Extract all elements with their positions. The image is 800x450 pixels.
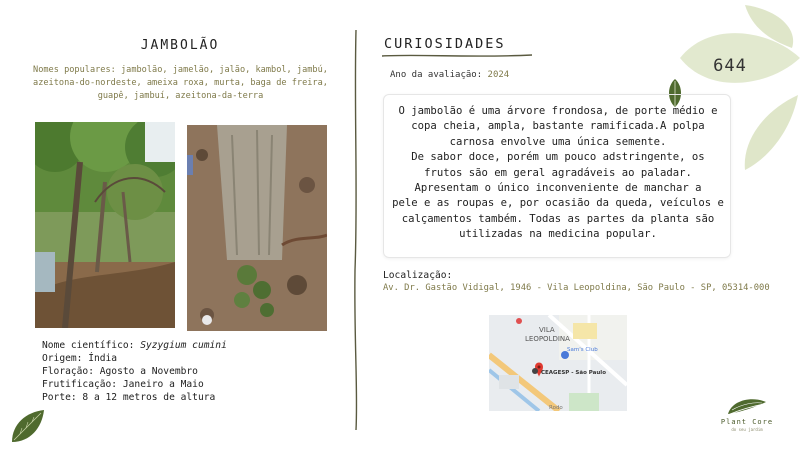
flowering: Floração: Agosto a Novembro bbox=[42, 366, 198, 377]
curiosity-line: frutos são em geral agradáveis ao paladar. bbox=[424, 166, 692, 179]
origin: Origem: Índia bbox=[42, 353, 118, 364]
evaluation-year bbox=[390, 70, 509, 80]
title-underline bbox=[382, 52, 532, 60]
vertical-divider bbox=[350, 30, 362, 430]
plant-core-logo bbox=[718, 392, 776, 442]
curiosity-line: pele e as roupas e, por ocasião da queda, veículos e bbox=[392, 197, 724, 210]
curiosities-title: CURIOSIDADES bbox=[384, 36, 506, 52]
curiosity-line: O jambolão é uma árvore frondosa, de porte médio e bbox=[398, 105, 718, 117]
badge-number: 644 bbox=[713, 56, 747, 76]
curiosity-line: utilizadas na medicina popular. bbox=[459, 228, 657, 241]
popular-names: Nomes populares: jambolão, jamelão, jalão, kambol, jambú, azeitona-do-nordeste, ameixa roxa, murta, baga de freira, guapê, jambuí, azeitona-da-terra bbox=[33, 65, 328, 101]
logo-name: Plant Core bbox=[720, 418, 774, 426]
year-value: 2024 bbox=[487, 70, 510, 80]
map-place-label: Sam's Club bbox=[567, 347, 598, 353]
location-address: Av. Dr. Gastão Vidigal, 1946 - Vila Leopoldina, São Paulo - SP, 05314-000 bbox=[383, 283, 770, 293]
leaf-icon-bottom bbox=[8, 406, 48, 446]
curiosity-line: De sabor doce, porém um pouco adstringente, os bbox=[411, 151, 705, 164]
curiosity-line: Apresentam o único inconveniente de manchar a bbox=[414, 182, 702, 195]
curiosity-line: calçamentos também. Todas as partes da planta são bbox=[401, 212, 715, 225]
location-label: Localização: bbox=[383, 270, 453, 281]
map-district-label-2: LEOPOLDINA bbox=[525, 335, 570, 343]
map-street-label: Rodo bbox=[549, 405, 563, 411]
tree-photo-canopy bbox=[35, 122, 175, 328]
scientific-name bbox=[42, 339, 227, 352]
curiosities-text bbox=[385, 104, 731, 243]
plant-title: JAMBOLÃO bbox=[140, 38, 220, 53]
plant-specs bbox=[42, 339, 227, 404]
fruiting: Frutificação: Janeiro a Maio bbox=[42, 379, 204, 390]
tree-photo-trunk bbox=[187, 125, 327, 331]
location-map[interactable] bbox=[489, 315, 627, 411]
year-label: Ano da avaliação: bbox=[390, 70, 488, 80]
scientific-name-label: Nome científico: bbox=[42, 340, 141, 351]
curiosity-line: carnosa envolve uma única semente. bbox=[449, 135, 667, 148]
scientific-name-value: Syzygium cumini bbox=[140, 340, 227, 351]
logo-tagline: do seu jardim bbox=[731, 427, 763, 432]
map-pin-label: CEAGESP - São Paulo bbox=[541, 370, 606, 376]
size: Porte: 8 a 12 metros de altura bbox=[42, 392, 216, 403]
map-district-label: VILA bbox=[539, 326, 555, 334]
curiosity-line: copa cheia, ampla, bastante ramificada.A polpa bbox=[411, 120, 705, 133]
